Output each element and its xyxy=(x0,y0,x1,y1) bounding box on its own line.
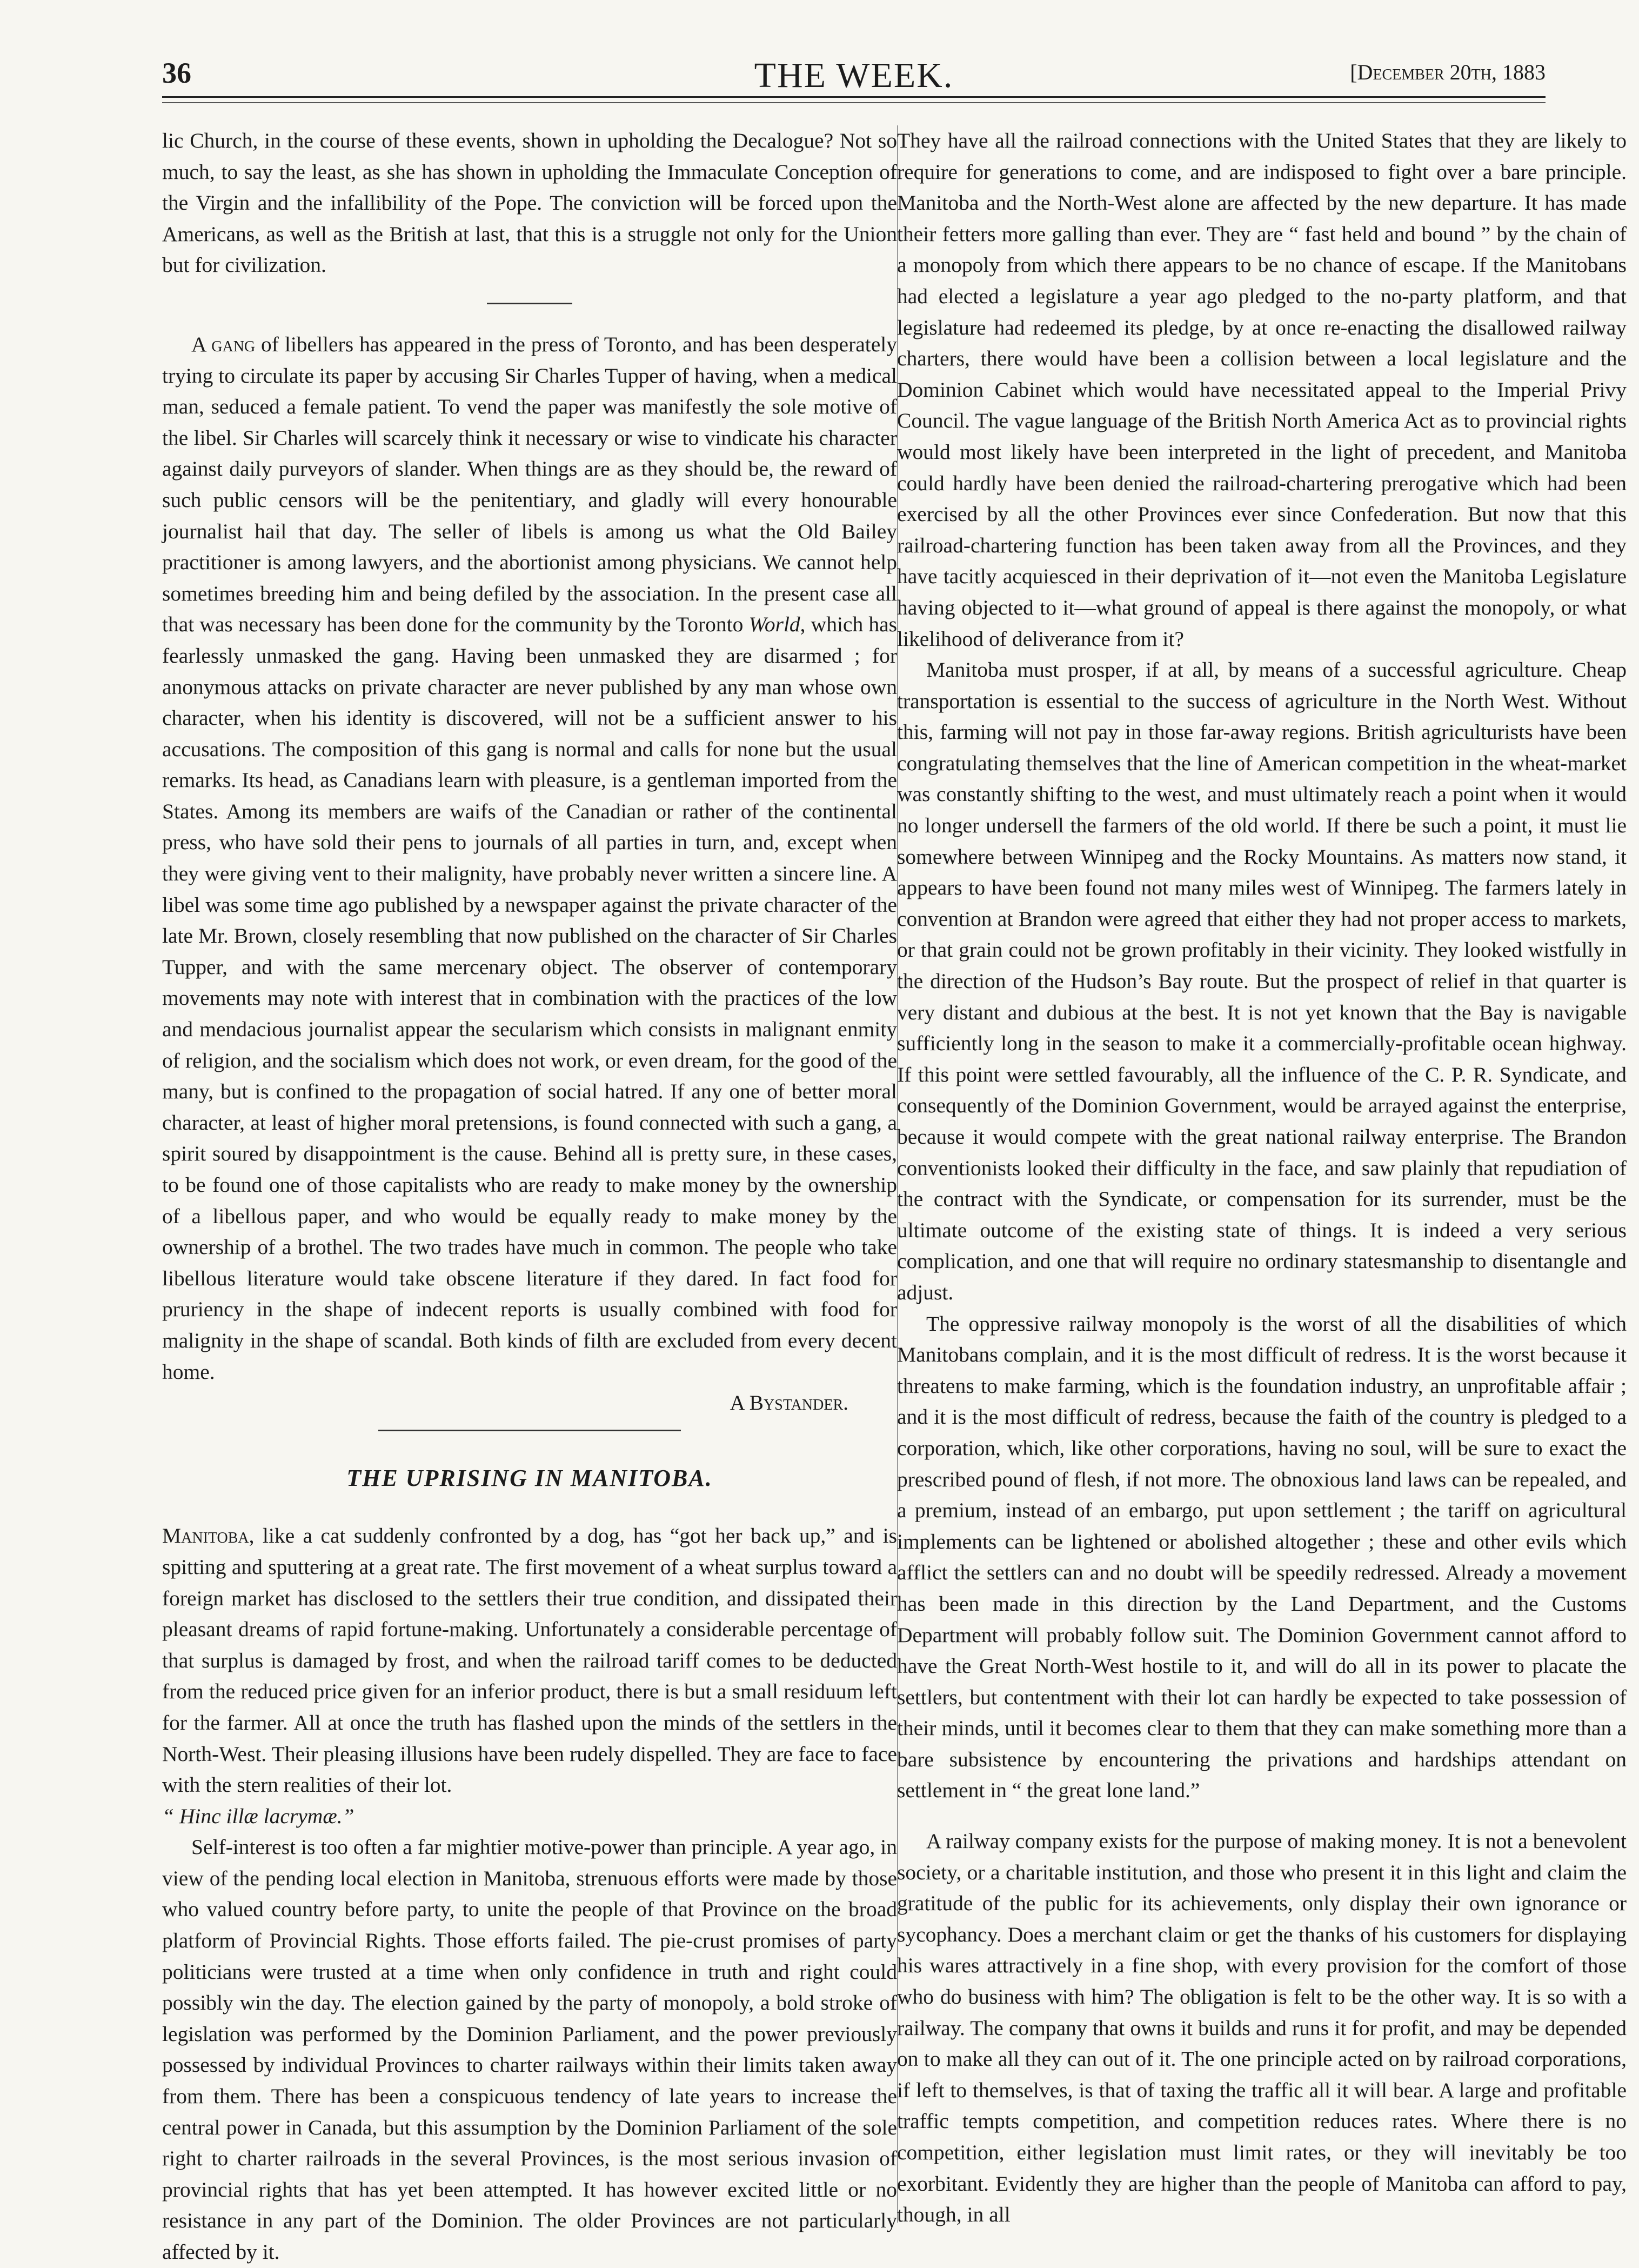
paragraph-decalogue: lic Church, in the course of these events, shown in upholding the Decalogue? Not so much, to say the least, as she has shown in upholding the Immaculate Conception of the Virgin and the infallibility of the Pope. The conviction will be forced upon the Americans, as well as the British at last, that this is a struggle not only for the Union but for civilization. xyxy=(162,129,897,277)
newspaper-name: World xyxy=(748,612,800,637)
masthead-title: THE WEEK. xyxy=(754,56,954,95)
section-divider xyxy=(487,303,572,304)
paragraph-manitoba-intro xyxy=(162,1520,897,1800)
paragraph-railway-company: A railway company exists for the purpose of making money. It is not a benevolent society, or a charitable institution, and those who present it in this light and claim the gratitude of the public for its achievements, only display their own ignorance or sycophancy. Does a merchant claim or get the thanks of his customers for displaying his wares attractively in a fine shop, with every provision for the comfort of those who do business with him? The obligation is felt to be the other way. It is so with a railway. The company that owns it builds and runs it for profit, and may be depended on to make all they can out of it. The one principle acted on by railroad corporations, if left to themselves, is that of taxing the traffic all it will bear. A large and profitable traffic tempts competition, and competition reduces rates. Where there is no competition, either legislation must limit rates, or they will inevitably be too exorbitant. Evidently they are higher than the people of Manitoba can afford to pay, though, in all xyxy=(897,1829,1627,2227)
latin-quote: “ Hinc illæ lacrymæ.” xyxy=(162,1804,354,1828)
page-number: 36 xyxy=(162,57,191,89)
paragraph-railroad-connections: They have all the railroad connections with the United States that they are likely to require for generations to come, and are indisposed to fight over a bare principle. Manitoba and the North-West alone are affected by the new departure. It has made their fetters more galling than ever. They are “ fast held and bound ” by the chain of a monopoly from which there appears to be no chance of escape. If the Manitobans had elected a legislature a year ago pledged to the no-party platform, and that legislature had redeemed its pledge, by at once re-enacting the disallowed railway charters, there would have been a collision between a local legislature and the Dominion Cabinet which would have necessitated appeal to the Imperial Privy Council. The vague language of the British North America Act as to provincial rights would most likely have been interpreted in the light of precedent, and Manitoba could hardly have been denied the railroad-chartering prerogative which had been exercised by all the other Provinces ever since Confederation. But now that this railroad-chartering function has been taken away from all the Provinces, and they have tacitly acquiesced in their deprivation of it—not even the Manitoba Legislature having objected to it—what ground of appeal is there against the monopoly, or what likelihood of deliverance from it? xyxy=(897,129,1627,651)
right-column xyxy=(897,125,1627,2227)
paragraph-self-interest: Self-interest is too often a far mightier motive-power than principle. A year ago, in view of the pending local election in Manitoba, strenuous efforts were made by those who valued country before party, to unite the people of that Province on the broad platform of Provincial Rights. Those efforts failed. The pie-crust promises of party politicians were trusted at a time when only confidence in truth and right could possibly win the day. The election gained by the party of monopoly, a bold stroke of legislation was performed by the Dominion Parliament, and the power previously possessed by individual Provinces to charter railways within their limits taken away from them. There has been a conspicuous tendency of late years to increase the central power in Canada, but this assumption by the Dominion Parliament of the sole right to charter railroads in the several Provinces, is the most serious invasion of provincial rights that has yet been attempted. It has however excited little or no resistance in any part of the Dominion. The older Provinces are not particularly affected by it. xyxy=(162,1835,897,2264)
lead-in-text: Manitoba xyxy=(162,1524,249,1548)
left-column xyxy=(162,125,898,2264)
page-header xyxy=(162,56,1546,99)
signature-bystander: A Bystander. xyxy=(730,1391,848,1415)
paragraph-libellers xyxy=(162,329,897,1388)
paragraph-text: of libellers has appeared in the press of Toronto, and has been desperately trying to circulate its paper by accusing Sir Charles Tupper of having, when a medical man, seduced a female patient. To vend the paper was manifestly the sole motive of the libel. Sir Charles will scarcely think it necessary or wise to vindicate his character against daily purveyors of slander. When things are as they should be, the reward of such public censors will be the penitentiary, and gladly will every honourable journalist hail that day. The seller of libels is among us what the Old Bailey practitioner is among lawyers, and the abortionist among physicians. We cannot help sometimes breeding him and being defiled by the association. In the present case all that was necessary has been done for the community by the Toronto xyxy=(162,332,898,637)
lead-in-text: A gang xyxy=(191,332,256,356)
paragraph-text: , like a cat suddenly confronted by a dog, has “got her back up,” and is spitting and sputtering at a great rate. The first movement of a wheat surplus toward a foreign market has disclosed to the settlers their true condition, and dissipated their pleasant dreams of rapid fortune-making. Unfortunately a considerable percentage of that surplus is damaged by frost, and when the railroad tariff comes to be deducted from the reduced price given for an inferior product, there is but a small residuum left for the farmer. All at once the truth has flashed upon the minds of the settlers in the North-West. Their pleasing illusions have been rudely dispelled. They are face to face with the stern realities of their lot. xyxy=(162,1524,897,1797)
paragraph-railway-monopoly: The oppressive railway monopoly is the worst of all the disabilities of which Manitobans complain, and it is the most difficult of redress. It is the worst because it threatens to make farming, which is the foundation industry, an unprofitable affair ; and it is the most difficult of redress, because the faith of the country is pledged to a corporation, which, like other corporations, having no soul, will be sure to exact the prescribed pound of flesh, if not more. The obnoxious land laws can be repealed, and a premium, instead of an embargo, put upon settlement ; the tariff on agricultural implements can be lightened or abolished altogether ; these and other evils which afflict the settlers can and no doubt will be speedily redressed. Already a movement has been made in this direction by the Land Department, and the Customs Department will probably follow suit. The Dominion Government cannot afford to have the Great North-West hostile to it, and will do all in its power to placate the settlers, but contentment with their lot can hardly be expected to take possession of their minds, until it becomes clear to them that they can make something more than a bare subsistence by encountering the privations and hardships attendant on settlement in “ the great lone land.” xyxy=(897,1311,1627,1803)
article-divider xyxy=(378,1430,681,1431)
paragraph-text: , which has fearlessly unmasked the gang. Having been unmasked they are disarmed ; for anonymous attacks on private character are never published by any man whose own character, when his identity is discovered, will not be a sufficient answer to his accusations. The composition of this gang is normal and calls for none but the usual remarks. Its head, as Canadians learn with pleasure, is a gentleman imported from the States. Among its members are waifs of the Canadian or rather of the continental press, who have sold their pens to journals of all parties in turn, and, except when they were giving vent to their malignity, have probably never written a sincere line. A libel was some time ago published by a newspaper against the private character of the late Mr. Brown, closely resembling that now published on the character of Sir Charles Tupper, and with the same mercenary object. The observer of contemporary movements may note with interest that in combination with the practices of the low and mendacious journalist appear the secularism which consists in malignant enmity of religion, and the socialism which does not work, or even dream, for the good of the many, but is confined to the propagation of social hatred. If any one of better moral character, at least of higher moral pretensions, is found connected with such a gang, a spirit soured by disappointment is the cause. Behind all is pretty sure, in these cases, to be found one of those capitalists who are ready to make money by the ownership of a libellous paper, and who would be equally ready to make money by the ownership of a brothel. The two trades have much in common. The people who take libellous literature would take obscene literature if they dared. In fact food for pruriency in the shape of indecent reports is usually combined with food for malignity in the shape of scandal. Both kinds of filth are excluded from every decent home. xyxy=(162,612,897,1384)
article-headline: THE UPRISING IN MANITOBA. xyxy=(346,1464,713,1491)
header-rule xyxy=(162,96,1546,103)
paragraph-agriculture: Manitoba must prosper, if at all, by means of a successful agriculture. Cheap transportation is essential to the success of agriculture in the North West. Without this, farming will not pay in those far-away regions. British agriculturists have been congratulating themselves that the line of American competition in the wheat-market was constantly shifting to the west, and must ultimately reach a point when it would no longer undersell the farmers of the old world. If there be such a point, it must lie somewhere between Winnipeg and the Rocky Mountains. As matters now stand, it appears to have been found not many miles west of Winnipeg. The farmers lately in convention at Brandon were agreed that either they had not proper access to markets, or that grain could not be grown profitably in their vicinity. They looked wistfully in the direction of the Hudson’s Bay route. But the prospect of relief in that quarter is very distant and dubious at the best. It is not yet known that the Bay is navigable sufficiently long in the season to make it a commercially-profitable ocean highway. If this point were settled favourably, all the influence of the C. P. R. Syndicate, and consequently of the Dominion Government, would be arrayed against the enterprise, because it would compete with the great national railway enterprise. The Brandon conventionists looked their difficulty in the face, and saw plainly that repudiation of the contract with the Syndicate, or compensation for its surrender, must be the ultimate outcome of the existing state of things. It is indeed a very serious complication, and one that will require no ordinary statesmanship to disentangle and adjust. xyxy=(897,658,1627,1304)
issue-date: [December 20th, 1883 xyxy=(1350,60,1546,84)
